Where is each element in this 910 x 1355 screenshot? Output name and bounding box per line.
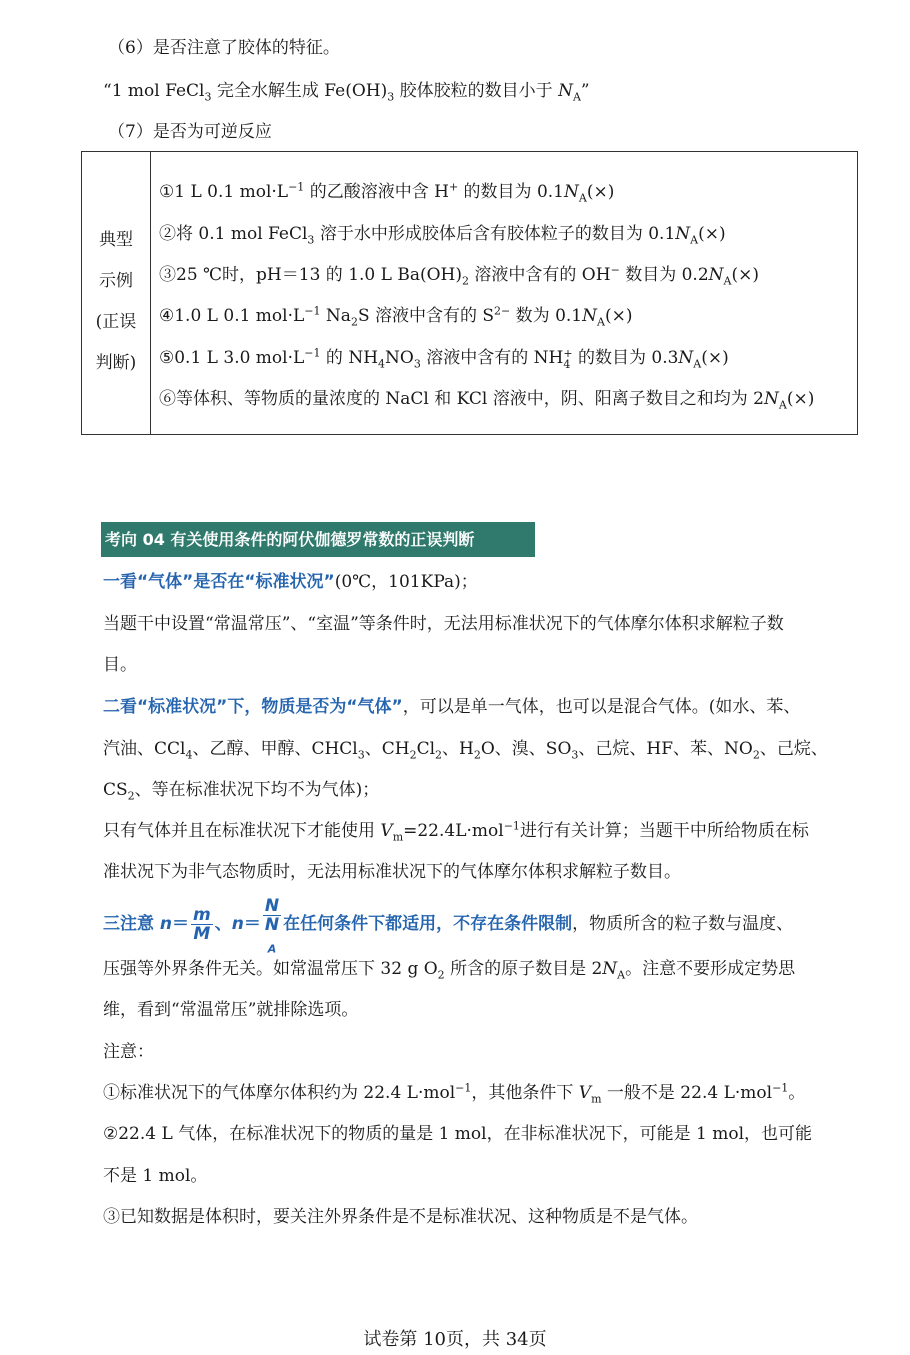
note-3: ③已知数据是体积时，要关注外界条件是不是标准状况、这种物质是不是气体。 bbox=[103, 1207, 698, 1227]
point-2-line-2: 汽油、CCl$_4$、乙醇、甲醇、CHCl$_3$、$CH_2Cl_2$、$H_2O$、溴、$SO_3$、己烷、HF、苯、$NO_2$、己烷、 bbox=[103, 739, 828, 762]
page-footer: 试卷第 10页，共 34页 bbox=[363, 1329, 547, 1350]
example-1: ①1 L 0.1 $mol\cdot L^{-1}$ 的乙酸溶液中含 H+ 的数目为 $0.1N_A(\times)$ bbox=[159, 180, 615, 205]
note-label: 注意： bbox=[103, 1042, 154, 1062]
point-1: 一看“气体”是否在“标准状况”(0℃，101KPa)； bbox=[103, 572, 478, 592]
point-3-line-3: 维，看到“常温常压”就排除选项。 bbox=[103, 1000, 359, 1020]
table-examples-cell bbox=[151, 152, 858, 435]
point-3-line-1: 三注意 n＝ $\frac{m}{M}$ 、n＝ N N $_A$ 在任何条件下都适用，不存在条件限制，物质所含的粒子数与温度、 bbox=[103, 896, 794, 956]
point-2-line-4: 只有气体并且在标准状况下才能使用 $V_m=22.4L\cdot mol^{-1}$进行有关计算；当题干中所给物质在标 bbox=[103, 819, 809, 844]
point-1-detail-line-1: 当题干中设置“常温常压”、“室温”等条件时，无法用标准状况下的气体摩尔体积求解粒子数 bbox=[103, 614, 784, 634]
fraction-N-over-NA: N N $_A$ bbox=[264, 896, 280, 956]
table-label: 典型 示例 (正误 判断) bbox=[95, 230, 137, 373]
note-2-line-2: 不是 1 mol。 bbox=[103, 1166, 208, 1186]
example-4: ④1.0 L 0.1 $mol\cdot L^{-1}$ $Na_2S$ 溶液中含有的 $S^{2-}$ 数为 $0.1N_A(\times)$ bbox=[159, 304, 633, 329]
note-2-line-1: ②22.4 L 气体，在标准状况下的物质的量是 1 mol，在非标准状况下，可能是 1 mol，也可能 bbox=[103, 1124, 813, 1144]
fraction-m-over-M: $\frac{m}{M}$ bbox=[193, 905, 211, 944]
examples-table bbox=[81, 151, 858, 435]
item-6-text: （6）是否注意了胶体的特征。 bbox=[108, 38, 340, 58]
point-2-line-3: $CS_2$、等在标准状况下均不为气体)； bbox=[103, 780, 380, 803]
example-2: ②将 0.1 mol FeCl$_3$ 溶于水中形成胶体后含有胶体粒子的数目为 $0.1N_A(\times)$ bbox=[159, 224, 726, 247]
point-3-line-2: 压强等外界条件无关。如常温常压下 32 g $O_2$ 所含的原子数目是 $2N_A$。注意不要形成定势思 bbox=[103, 959, 796, 982]
table-label-cell bbox=[82, 152, 151, 435]
note-1: ①标准状况下的气体摩尔体积约为 22.4 L·mol$^{-1}$，其他条件下 $V_m$ 一般不是 22.4 L·mol$^{-1}$。 bbox=[103, 1081, 806, 1106]
point-1-detail-line-2: 目。 bbox=[103, 655, 137, 675]
example-5: ⑤0.1 L 3.0 $mol\cdot L^{-1}$ 的 $NH_4NO_3$ 溶液中含有的 NH + 4 的数目为 $0.3N_A(\times)$ bbox=[159, 346, 729, 371]
section-heading: 考向 04 有关使用条件的阿伏伽德罗常数的正误判断 bbox=[101, 522, 535, 557]
item-7-text: （7）是否为可逆反应 bbox=[108, 122, 272, 142]
item-6-example: “1 mol FeCl$_3$ 完全水解生成 $Fe(OH)_3$ 胶体胶粒的数目小于 $N_A$” bbox=[103, 81, 590, 104]
example-6: ⑥等体积、等物质的量浓度的 NaCl 和 KCl 溶液中，阴、阳离子数目之和均为 $2N_A(\times)$ bbox=[159, 389, 815, 412]
point-2-line-5: 准状况下为非气态物质时，无法用标准状况下的气体摩尔体积求解粒子数目。 bbox=[103, 862, 681, 882]
point-2-line-1: 二看“标准状况”下，物质是否为“气体”，可以是单一气体，也可以是混合气体。(如水、苯、 bbox=[103, 697, 801, 717]
example-3: ③25 ℃时，pH＝13 的 1.0 L $Ba(OH)_2$ 溶液中含有的 OH− 数目为 $0.2N_A(\times)$ bbox=[159, 263, 759, 288]
